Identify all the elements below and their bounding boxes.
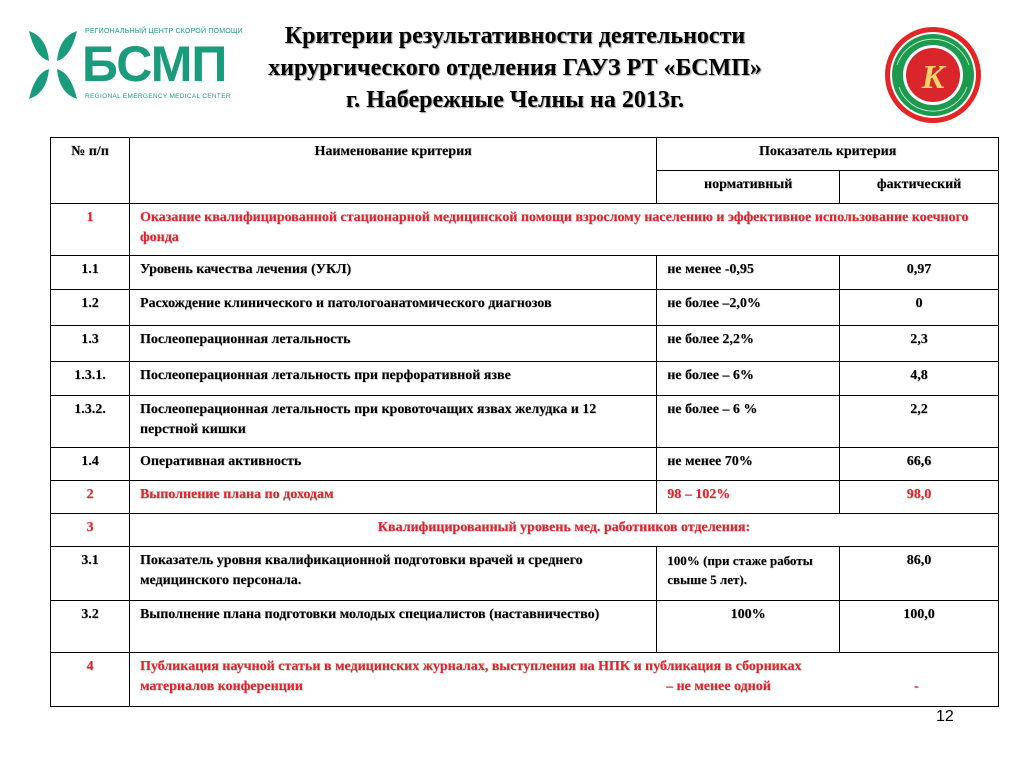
row-criterion-part-b: – не менее одной bbox=[665, 679, 771, 694]
row-normative: 98 – 102% bbox=[657, 481, 840, 514]
row-number: 1.3 bbox=[51, 326, 130, 362]
table-row bbox=[51, 547, 999, 601]
row-number: 1.3.1. bbox=[51, 362, 130, 396]
row-actual: 86,0 bbox=[840, 547, 999, 601]
quality-seal-icon bbox=[883, 25, 983, 125]
title-line-2: хирургического отделения ГАУЗ РТ «БСМП» bbox=[268, 55, 762, 81]
row-number: 1 bbox=[51, 204, 130, 256]
table-row bbox=[51, 601, 999, 653]
row-criterion: Послеоперационная летальность при перфоративной язве bbox=[129, 362, 656, 396]
svg-text:K: K bbox=[921, 59, 945, 96]
logo-bottom-text: REGIONAL EMERGENCY MEDICAL CENTER bbox=[85, 93, 231, 100]
title-line-3: г. Набережные Челны на 2013г. bbox=[345, 87, 685, 113]
page-title bbox=[240, 20, 790, 116]
row-actual: 2,3 bbox=[840, 326, 999, 362]
row-criterion: Оказание квалифицированной стационарной медицинской помощи взрослому населению и эффективное использование коечного фонда bbox=[129, 204, 998, 256]
row-number: 3 bbox=[51, 514, 130, 547]
row-normative: не более – 6 % bbox=[657, 396, 840, 448]
row-normative: не менее -0,95 bbox=[657, 256, 840, 290]
row-normative: не более – 6% bbox=[657, 362, 840, 396]
page-number: 12 bbox=[936, 708, 954, 725]
row-normative: не более 2,2% bbox=[657, 326, 840, 362]
logo-top-text: РЕГИОНАЛЬНЫЙ ЦЕНТР СКОРОЙ ПОМОЩИ bbox=[85, 28, 243, 35]
row-actual: 0 bbox=[840, 290, 999, 326]
table-row bbox=[51, 362, 999, 396]
quality-seal-emblem bbox=[883, 25, 983, 125]
table-row bbox=[51, 653, 999, 707]
row-number: 4 bbox=[51, 653, 130, 707]
row-criterion-line-2 bbox=[140, 677, 988, 697]
header-actual: фактический bbox=[840, 171, 999, 204]
row-normative: 100% bbox=[657, 601, 840, 653]
row-actual: 66,6 bbox=[840, 448, 999, 481]
row-criterion-line-1: Публикация научной статьи в медицинских журналах, выступления на НПК и публикация в сборниках bbox=[139, 659, 802, 674]
bsmp-leaf-icon bbox=[25, 27, 81, 103]
bsmp-logo bbox=[25, 27, 243, 105]
row-number: 1.1 bbox=[51, 256, 130, 290]
row-actual: 98,0 bbox=[840, 481, 999, 514]
row-criterion-text: Выполнение плана подготовки молодых специалистов (наставничество) bbox=[139, 607, 600, 622]
header-name: Наименование критерия bbox=[129, 138, 656, 204]
row-normative: не более –2,0% bbox=[657, 290, 840, 326]
table-row bbox=[51, 448, 999, 481]
row-criterion bbox=[129, 601, 656, 653]
row-number: 2 bbox=[51, 481, 130, 514]
row-criterion-part-a: материалов конференции bbox=[139, 679, 303, 694]
row-criterion: Послеоперационная летальность при кровоточащих язвах желудка и 12 перстной кишки bbox=[129, 396, 656, 448]
header-normative: нормативный bbox=[657, 171, 840, 204]
row-criterion bbox=[129, 653, 998, 707]
table-row bbox=[51, 326, 999, 362]
table-row bbox=[51, 396, 999, 448]
title-line-1: Критерии результативности деятельности bbox=[284, 23, 746, 49]
row-criterion: Оперативная активность bbox=[129, 448, 656, 481]
row-actual: 100,0 bbox=[840, 601, 999, 653]
table-row bbox=[51, 256, 999, 290]
table-row bbox=[51, 204, 999, 256]
row-number: 1.2 bbox=[51, 290, 130, 326]
row-actual: 2,2 bbox=[840, 396, 999, 448]
row-criterion: Уровень качества лечения (УКЛ) bbox=[129, 256, 656, 290]
header-indicator: Показатель критерия bbox=[657, 138, 999, 171]
table-row bbox=[51, 290, 999, 326]
row-normative: не менее 70% bbox=[657, 448, 840, 481]
row-number: 1.3.2. bbox=[51, 396, 130, 448]
table-row bbox=[51, 481, 999, 514]
row-criterion: Показатель уровня квалификационной подготовки врачей и среднего медицинского персонала. bbox=[129, 547, 656, 601]
header-number: № п/п bbox=[51, 138, 130, 204]
row-normative: 100% (при стаже работы свыше 5 лет). bbox=[657, 547, 840, 601]
table-header-row bbox=[51, 138, 999, 171]
row-criterion-part-c: - bbox=[913, 679, 919, 694]
row-number: 1.4 bbox=[51, 448, 130, 481]
logo-main-text: БСМП bbox=[82, 36, 227, 92]
row-number: 3.1 bbox=[51, 547, 130, 601]
row-criterion: Выполнение плана по доходам bbox=[129, 481, 656, 514]
row-criterion: Квалифицированный уровень мед. работников отделения: bbox=[129, 514, 998, 547]
table-row bbox=[51, 514, 999, 547]
row-actual: 0,97 bbox=[840, 256, 999, 290]
criteria-table bbox=[50, 137, 999, 707]
row-actual: 4,8 bbox=[840, 362, 999, 396]
row-criterion: Послеоперационная летальность bbox=[129, 326, 656, 362]
row-number: 3.2 bbox=[51, 601, 130, 653]
row-criterion: Расхождение клинического и патологоанатомического диагнозов bbox=[129, 290, 656, 326]
